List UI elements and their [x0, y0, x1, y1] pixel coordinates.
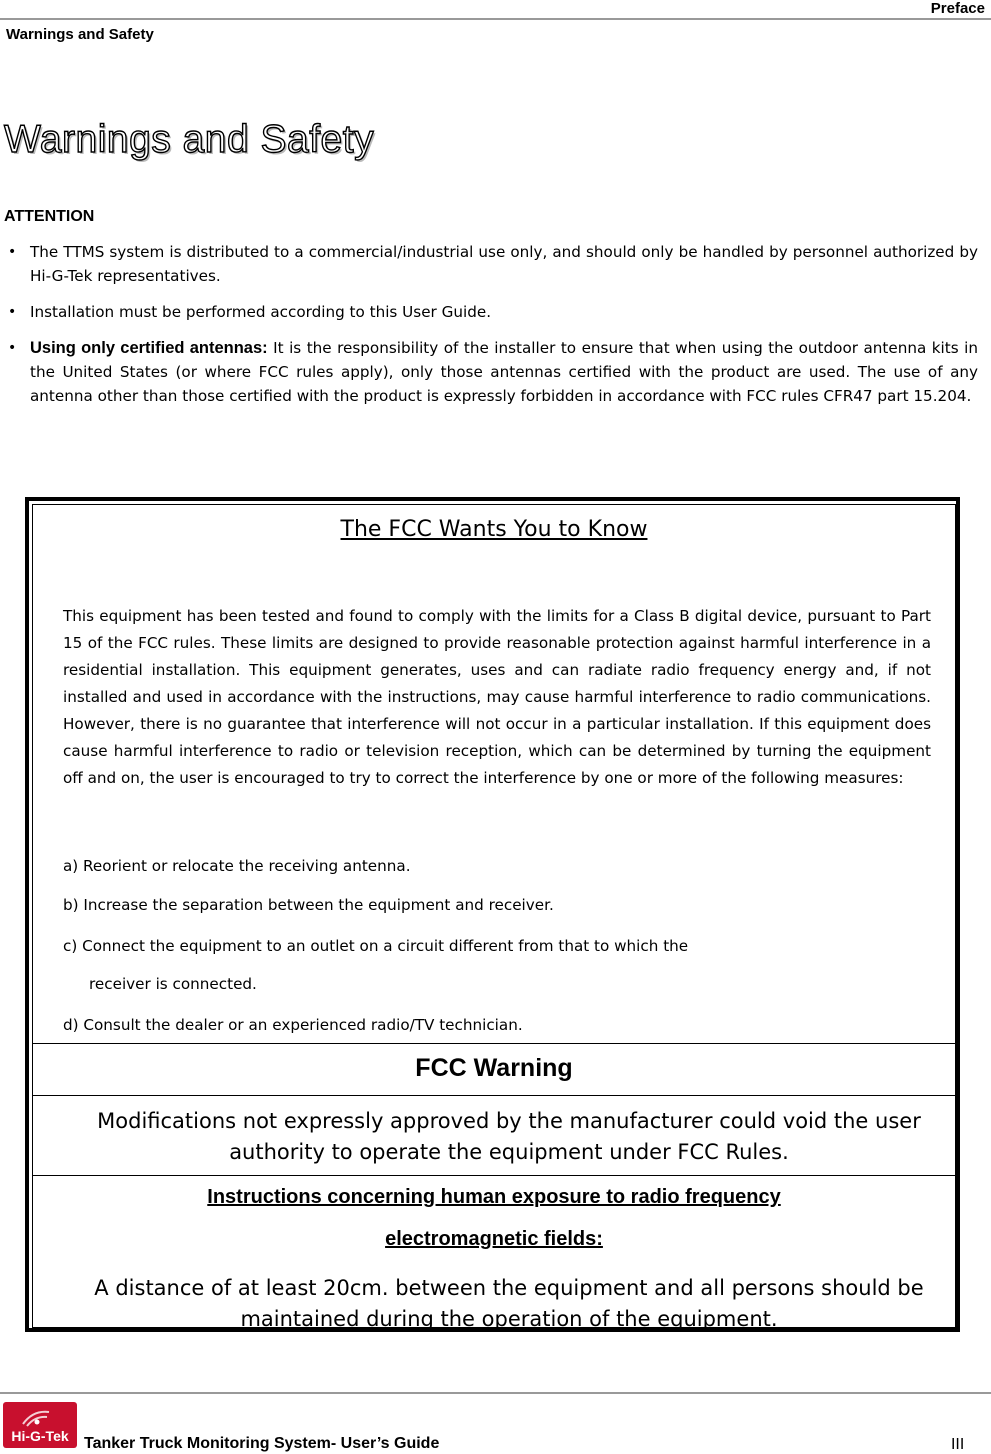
fcc-measure-c-cont: receiver is connected. — [89, 975, 257, 993]
divider — [33, 1175, 955, 1176]
footer-guide-title: Tanker Truck Monitoring System- User’s Guide — [84, 1435, 440, 1452]
header-chapter: Warnings and Safety — [6, 26, 154, 43]
page-number: III — [951, 1435, 965, 1453]
fcc-warning-text: Modifications not expressly approved by the manufacturer could void the user authority to operate the equipment under FCC Rules. — [97, 1109, 921, 1164]
divider — [33, 1043, 955, 1044]
bullet-icon: • — [8, 304, 17, 320]
footer-rule — [0, 1392, 991, 1394]
bullet-icon: • — [8, 340, 17, 356]
exposure-title-line2: electromagnetic fields: — [385, 1228, 603, 1250]
fcc-paragraph: This equipment has been tested and found to comply with the limits for a Class B digital device, pursuant to Part 15 of the FCC rules. These limits are designed to provide reasonable protection against harmful interference in a residential installation. This equipment generates, uses and can radiate radio frequency energy and, if not installed and used in accordance with the instructions, may cause harmful interference to radio communications. However, there is no guarantee that interference will not occur in a particular installation. If this equipment does cause harmful interference to radio or television reception, which can be determined by turning the equipment off and on, the user is encouraged to try to correct the interference by one or more of the following measures: — [63, 607, 931, 787]
fcc-heading: The FCC Wants You to Know — [340, 517, 648, 542]
header-section: Preface — [930, 0, 985, 17]
page-title: Warnings and Safety — [4, 118, 375, 161]
fcc-notice-box — [25, 497, 960, 1332]
list-item — [8, 336, 978, 408]
fcc-warning-title: FCC Warning — [415, 1054, 573, 1082]
divider — [33, 1095, 955, 1096]
exposure-title-line1: Instructions concerning human exposure to radio frequency — [207, 1186, 781, 1208]
bullet-text: The TTMS system is distributed to a commercial/industrial use only, and should only be handled by personnel authorized by Hi-G-Tek representatives. — [30, 243, 978, 285]
bullet-text: Installation must be performed according to this User Guide. — [30, 303, 492, 321]
bullet-icon: • — [8, 244, 17, 260]
list-item — [8, 240, 978, 288]
fcc-measure-a: a) Reorient or relocate the receiving antenna. — [63, 857, 411, 875]
company-logo — [3, 1402, 77, 1448]
fcc-notice-inner — [32, 504, 956, 1331]
attention-label: ATTENTION — [4, 208, 95, 225]
fcc-measure-c: c) Connect the equipment to an outlet on a circuit different from that to which the — [63, 937, 689, 955]
bullet-lead: Using only certified antennas: — [30, 339, 268, 357]
fcc-measure-b: b) Increase the separation between the equipment and receiver. — [63, 896, 554, 914]
attention-list — [8, 240, 978, 420]
logo-text: Hi-G-Tek — [11, 1428, 69, 1444]
bullet-text: It is the responsibility of the installer to ensure that when using the outdoor antenna kits in the United States (or where FCC rules apply), only those antennas certified with the product are used. The use of any antenna other than those certified with the product is expressly forbidden in accordance with FCC rules CFR47 part 15.204. — [30, 339, 978, 405]
list-item — [8, 300, 978, 324]
header-rule — [0, 18, 991, 20]
exposure-text: A distance of at least 20cm. between the equipment and all persons should be maintained during the operation of the equipment. — [94, 1276, 924, 1331]
fcc-measure-d: d) Consult the dealer or an experienced radio/TV technician. — [63, 1016, 523, 1034]
